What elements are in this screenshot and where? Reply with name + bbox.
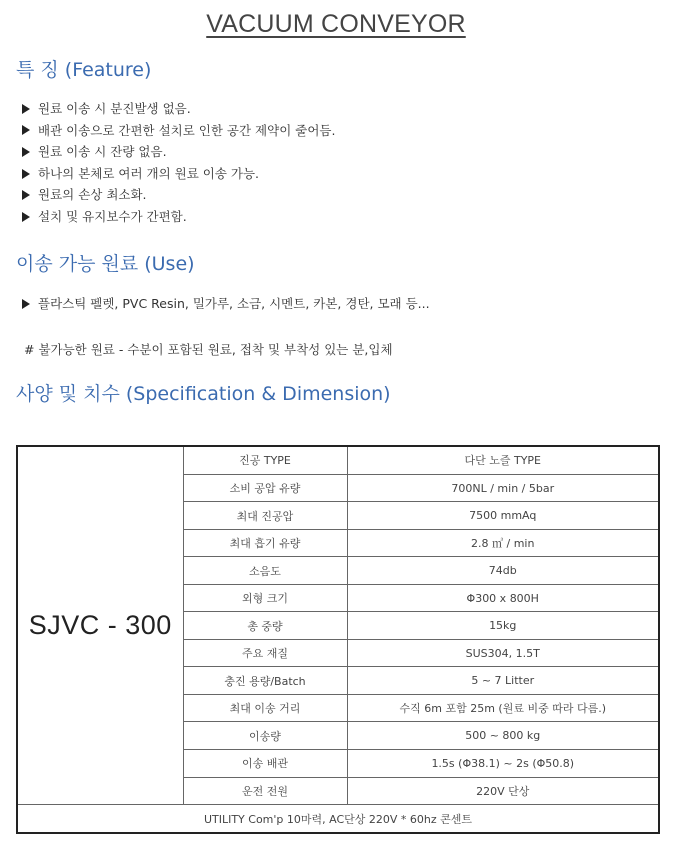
spec-value: 수직 6m 포함 25m (원료 비중 따라 다름.) [347, 694, 659, 722]
spec-value: Φ300 x 800H [347, 584, 659, 612]
spec-label: 이송량 [183, 722, 347, 750]
unsupported-materials-note: # 불가능한 원료 - 수분이 포함된 원료, 접착 및 부착성 있는 분,입체 [24, 342, 393, 357]
spec-value: 15kg [347, 612, 659, 640]
list-item: 설치 및 유지보수가 간편함. [22, 206, 335, 228]
table-row [17, 446, 659, 474]
spec-value: 74db [347, 557, 659, 585]
feature-list [22, 98, 335, 228]
use-list [22, 293, 430, 315]
spec-value: 1.5s (Φ38.1) ~ 2s (Φ50.8) [347, 749, 659, 777]
spec-label: 소비 공압 유량 [183, 474, 347, 502]
spec-label: 소음도 [183, 557, 347, 585]
spec-label: 운전 전원 [183, 777, 347, 805]
spec-value: 다단 노즐 TYPE [347, 446, 659, 474]
spec-label: 충진 용량/Batch [183, 667, 347, 695]
triangle-bullet-icon [22, 212, 30, 222]
spec-label: 진공 TYPE [183, 446, 347, 474]
spec-value: 2.8 ㎥ / min [347, 529, 659, 557]
triangle-bullet-icon [22, 147, 30, 157]
spec-value: 700NL / min / 5bar [347, 474, 659, 502]
spec-label: 최대 이송 거리 [183, 694, 347, 722]
spec-label: 최대 흡기 유량 [183, 529, 347, 557]
table-row [17, 805, 659, 833]
list-item: 배관 이송으로 간편한 설치로 인한 공간 제약이 줄어듬. [22, 120, 335, 142]
triangle-bullet-icon [22, 190, 30, 200]
spec-value: SUS304, 1.5T [347, 639, 659, 667]
utility-footer: UTILITY Com'p 10마력, AC단상 220V * 60hz 콘센트 [17, 805, 659, 833]
spec-label: 주요 재질 [183, 639, 347, 667]
triangle-bullet-icon [22, 169, 30, 179]
spec-table [16, 445, 660, 834]
triangle-bullet-icon [22, 125, 30, 135]
triangle-bullet-icon [22, 104, 30, 114]
feature-heading: 특 징 (Feature) [16, 59, 152, 81]
spec-label: 최대 진공압 [183, 502, 347, 530]
triangle-bullet-icon [22, 299, 30, 309]
page-title: VACUUM CONVEYOR [206, 10, 466, 38]
spec-label: 이송 배관 [183, 749, 347, 777]
list-item: 플라스틱 펠렛, PVC Resin, 밀가루, 소금, 시멘트, 카본, 경탄, 모래 등... [22, 293, 430, 315]
spec-label: 총 중량 [183, 612, 347, 640]
use-heading: 이송 가능 원료 (Use) [16, 253, 195, 275]
list-item: 원료 이송 시 분진발생 없음. [22, 98, 335, 120]
spec-label: 외형 크기 [183, 584, 347, 612]
list-item: 원료 이송 시 잔량 없음. [22, 141, 335, 163]
spec-value: 500 ~ 800 kg [347, 722, 659, 750]
spec-value: 7500 mmAq [347, 502, 659, 530]
list-item: 원료의 손상 최소화. [22, 184, 335, 206]
spec-heading: 사양 및 치수 (Specification & Dimension) [16, 383, 391, 405]
model-name: SJVC - 300 [17, 446, 183, 805]
list-item: 하나의 본체로 여러 개의 원료 이송 가능. [22, 163, 335, 185]
spec-value: 5 ~ 7 Litter [347, 667, 659, 695]
spec-value: 220V 단상 [347, 777, 659, 805]
